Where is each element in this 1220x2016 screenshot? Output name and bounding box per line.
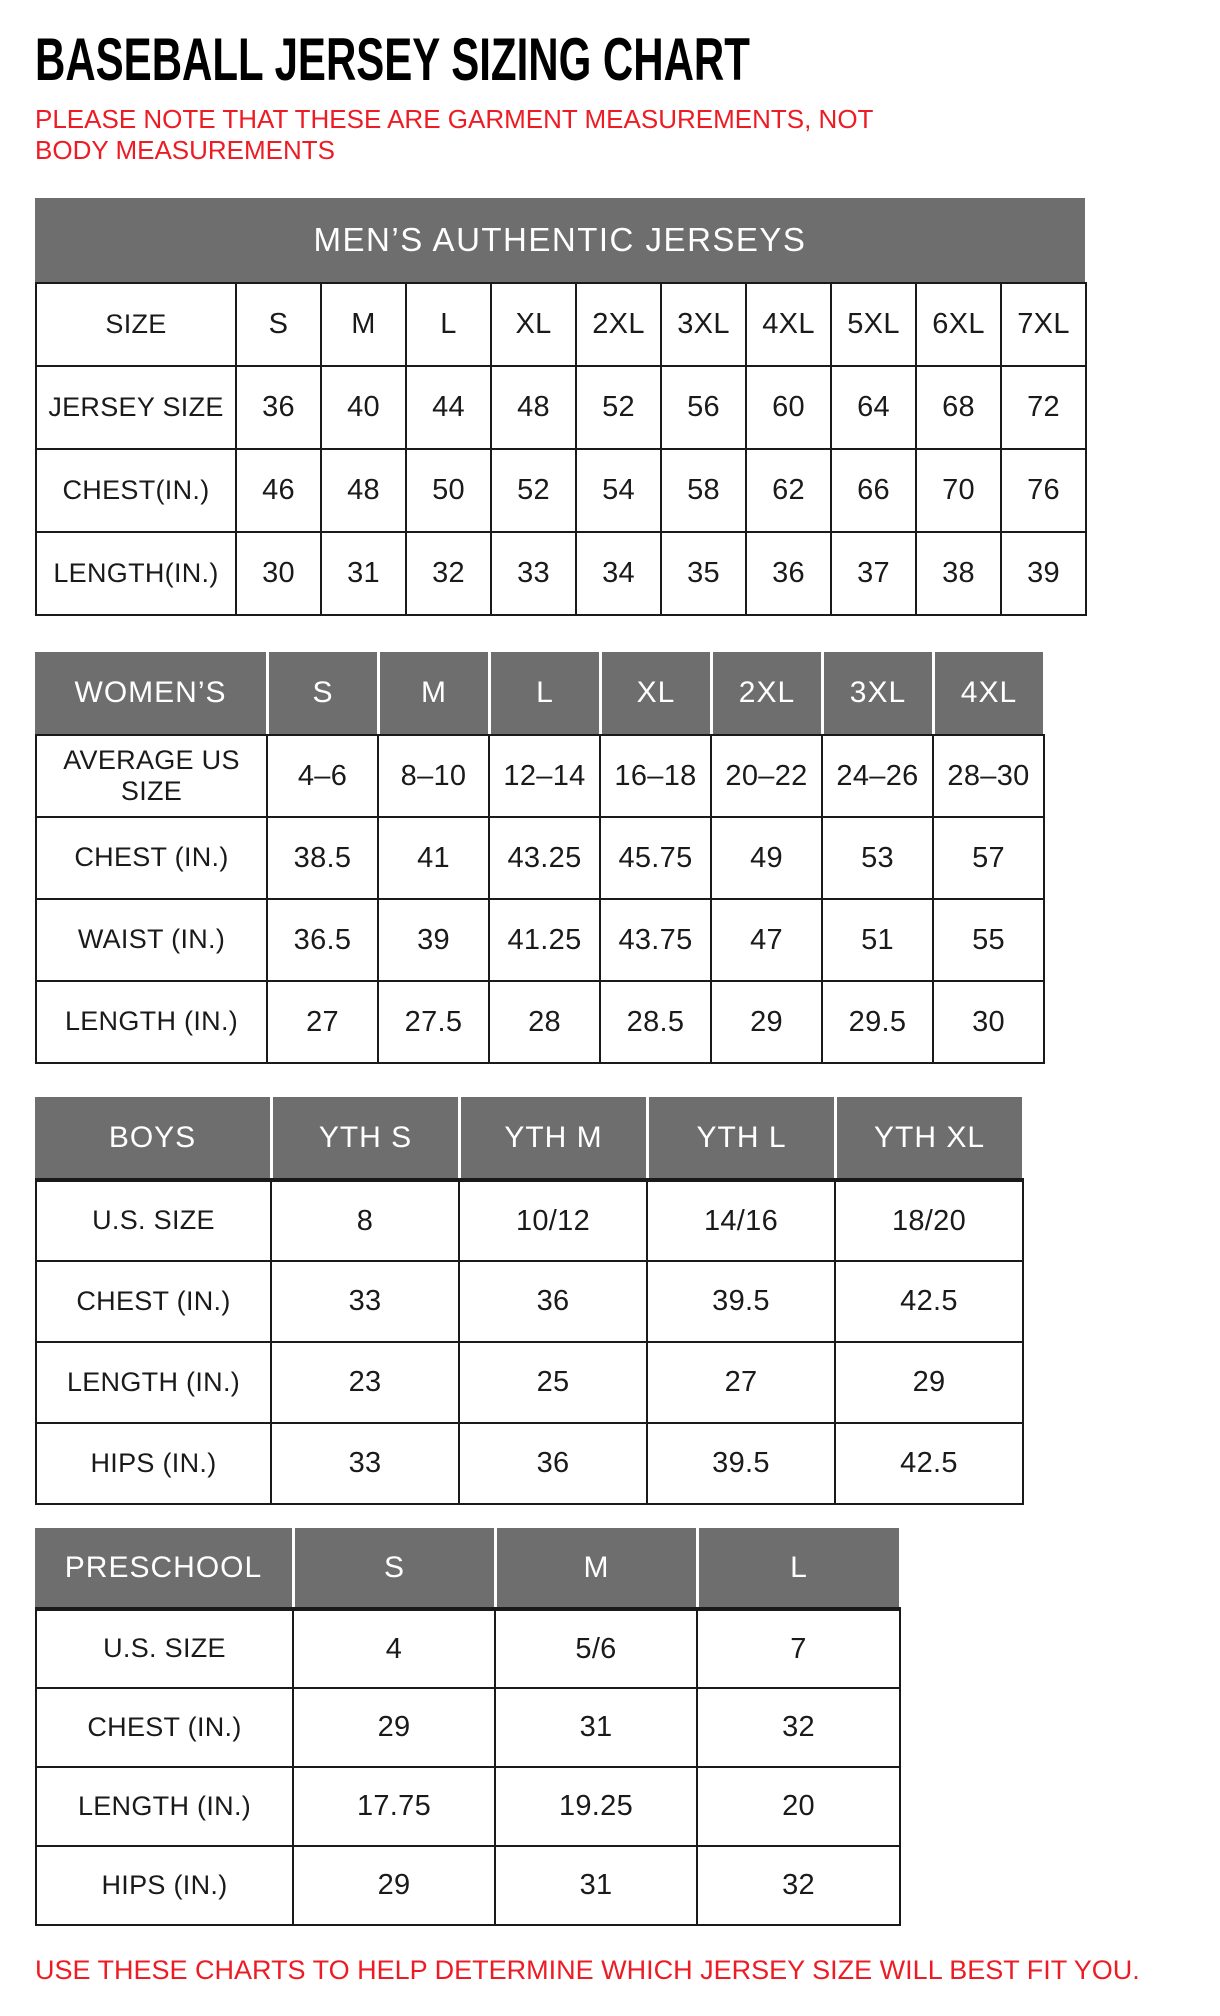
- value-cell: 37: [831, 532, 916, 615]
- value-cell: 48: [491, 366, 576, 449]
- womens-table-banner: [35, 652, 1043, 734]
- value-cell: 44: [406, 366, 491, 449]
- womens-banner-size-cell: 4XL: [932, 652, 1043, 734]
- title-wrap: [35, 28, 1220, 96]
- value-cell: 36: [459, 1423, 647, 1504]
- value-cell: 42.5: [835, 1423, 1023, 1504]
- value-cell: 66: [831, 449, 916, 532]
- value-cell: 57: [933, 817, 1044, 899]
- value-cell: 6XL: [916, 283, 1001, 366]
- value-cell: 29: [293, 1846, 495, 1925]
- table-row: [36, 817, 1044, 899]
- value-cell: 8–10: [378, 735, 489, 817]
- row-label-cell: JERSEY SIZE: [36, 366, 236, 449]
- value-cell: 48: [321, 449, 406, 532]
- table-row: [36, 1846, 900, 1925]
- value-cell: 28: [489, 981, 600, 1063]
- table-row: [36, 1688, 900, 1767]
- womens-banner-size-cell: S: [266, 652, 377, 734]
- value-cell: 39: [1001, 532, 1086, 615]
- value-cell: 54: [576, 449, 661, 532]
- value-cell: 4–6: [267, 735, 378, 817]
- value-cell: 32: [406, 532, 491, 615]
- value-cell: 12–14: [489, 735, 600, 817]
- boys-banner-size-cell: YTH M: [458, 1097, 646, 1178]
- womens-banner-size-cell: 3XL: [821, 652, 932, 734]
- value-cell: 36: [236, 366, 321, 449]
- preschool-sizing-table-section: [35, 1528, 1220, 1926]
- table-row: [36, 1767, 900, 1846]
- table-row: [36, 449, 1086, 532]
- value-cell: 20: [697, 1767, 900, 1846]
- womens-banner-size-cell: 2XL: [710, 652, 821, 734]
- value-cell: 30: [236, 532, 321, 615]
- value-cell: 45.75: [600, 817, 711, 899]
- value-cell: 43.25: [489, 817, 600, 899]
- row-label-cell: U.S. SIZE: [36, 1609, 293, 1688]
- value-cell: 30: [933, 981, 1044, 1063]
- value-cell: 23: [271, 1342, 459, 1423]
- boys-banner-size-cell: YTH S: [270, 1097, 458, 1178]
- table-row: [36, 735, 1044, 817]
- table-row: [36, 1180, 1023, 1261]
- value-cell: 32: [697, 1846, 900, 1925]
- value-cell: 7XL: [1001, 283, 1086, 366]
- row-label-cell: WAIST (IN.): [36, 899, 267, 981]
- mens-banner-title: MEN’S AUTHENTIC JERSEYS: [35, 198, 1085, 282]
- value-cell: 27: [647, 1342, 835, 1423]
- value-cell: 39.5: [647, 1261, 835, 1342]
- value-cell: 29: [711, 981, 822, 1063]
- mens-sizing-table-section: [35, 198, 1220, 616]
- table-row: [36, 1423, 1023, 1504]
- garment-measurement-note: PLEASE NOTE THAT THESE ARE GARMENT MEASUREMENTS, NOT BODY MEASUREMENTS: [35, 104, 873, 165]
- boys-table-banner: [35, 1097, 1022, 1178]
- row-label-cell: HIPS (IN.): [36, 1846, 293, 1925]
- value-cell: 31: [495, 1846, 697, 1925]
- value-cell: XL: [491, 283, 576, 366]
- row-label-cell: LENGTH (IN.): [36, 1767, 293, 1846]
- value-cell: 14/16: [647, 1180, 835, 1261]
- value-cell: 19.25: [495, 1767, 697, 1846]
- value-cell: 16–18: [600, 735, 711, 817]
- value-cell: 27.5: [378, 981, 489, 1063]
- table-row: [36, 1261, 1023, 1342]
- value-cell: 47: [711, 899, 822, 981]
- value-cell: 41: [378, 817, 489, 899]
- value-cell: 24–26: [822, 735, 933, 817]
- value-cell: 53: [822, 817, 933, 899]
- value-cell: L: [406, 283, 491, 366]
- value-cell: 52: [491, 449, 576, 532]
- value-cell: 27: [267, 981, 378, 1063]
- preschool-banner-label: PRESCHOOL: [35, 1528, 292, 1607]
- value-cell: 17.75: [293, 1767, 495, 1846]
- womens-banner-size-cell: XL: [599, 652, 710, 734]
- value-cell: 60: [746, 366, 831, 449]
- mens-table: [35, 282, 1087, 616]
- row-label-cell: HIPS (IN.): [36, 1423, 271, 1504]
- preschool-banner-size-cell: S: [292, 1528, 494, 1607]
- row-label-cell: LENGTH (IN.): [36, 981, 267, 1063]
- value-cell: 58: [661, 449, 746, 532]
- value-cell: 46: [236, 449, 321, 532]
- value-cell: 31: [321, 532, 406, 615]
- value-cell: 55: [933, 899, 1044, 981]
- row-label-cell: SIZE: [36, 283, 236, 366]
- row-label-cell: LENGTH(IN.): [36, 532, 236, 615]
- value-cell: 31: [495, 1688, 697, 1767]
- value-cell: 41.25: [489, 899, 600, 981]
- mens-table-banner: [35, 198, 1085, 282]
- preschool-banner-size-cell: L: [696, 1528, 899, 1607]
- value-cell: 5/6: [495, 1609, 697, 1688]
- row-label-cell: CHEST (IN.): [36, 817, 267, 899]
- table-row: [36, 1342, 1023, 1423]
- value-cell: 36.5: [267, 899, 378, 981]
- value-cell: 64: [831, 366, 916, 449]
- value-cell: 33: [271, 1261, 459, 1342]
- value-cell: 52: [576, 366, 661, 449]
- table-row: [36, 981, 1044, 1063]
- row-label-cell: CHEST (IN.): [36, 1688, 293, 1767]
- value-cell: 34: [576, 532, 661, 615]
- womens-banner-size-cell: L: [488, 652, 599, 734]
- value-cell: 62: [746, 449, 831, 532]
- value-cell: 29: [293, 1688, 495, 1767]
- value-cell: 39: [378, 899, 489, 981]
- value-cell: 29: [835, 1342, 1023, 1423]
- footer-note: USE THESE CHARTS TO HELP DETERMINE WHICH JERSEY SIZE WILL BEST FIT YOU.: [35, 1955, 1140, 1985]
- value-cell: 33: [271, 1423, 459, 1504]
- table-row: [36, 899, 1044, 981]
- table-row: [36, 532, 1086, 615]
- value-cell: 38.5: [267, 817, 378, 899]
- womens-sizing-table-section: [35, 652, 1220, 1064]
- value-cell: 18/20: [835, 1180, 1023, 1261]
- value-cell: 29.5: [822, 981, 933, 1063]
- value-cell: 36: [746, 532, 831, 615]
- value-cell: 2XL: [576, 283, 661, 366]
- value-cell: 36: [459, 1261, 647, 1342]
- value-cell: 56: [661, 366, 746, 449]
- value-cell: 40: [321, 366, 406, 449]
- value-cell: 39.5: [647, 1423, 835, 1504]
- value-cell: 7: [697, 1609, 900, 1688]
- table-row: [36, 283, 1086, 366]
- value-cell: 10/12: [459, 1180, 647, 1261]
- value-cell: 32: [697, 1688, 900, 1767]
- value-cell: 3XL: [661, 283, 746, 366]
- womens-table: [35, 734, 1045, 1064]
- boys-banner-size-cell: YTH L: [646, 1097, 834, 1178]
- value-cell: 51: [822, 899, 933, 981]
- row-label-cell: AVERAGE US SIZE: [36, 735, 267, 817]
- value-cell: 25: [459, 1342, 647, 1423]
- value-cell: 70: [916, 449, 1001, 532]
- boys-sizing-table-section: [35, 1097, 1220, 1505]
- value-cell: 72: [1001, 366, 1086, 449]
- page-title: BASEBALL JERSEY SIZING CHART: [35, 26, 750, 93]
- value-cell: 20–22: [711, 735, 822, 817]
- value-cell: 50: [406, 449, 491, 532]
- value-cell: S: [236, 283, 321, 366]
- row-label-cell: U.S. SIZE: [36, 1180, 271, 1261]
- row-label-cell: LENGTH (IN.): [36, 1342, 271, 1423]
- womens-banner-label: WOMEN’S: [35, 652, 266, 734]
- value-cell: 38: [916, 532, 1001, 615]
- row-label-cell: CHEST(IN.): [36, 449, 236, 532]
- table-row: [36, 366, 1086, 449]
- value-cell: 43.75: [600, 899, 711, 981]
- value-cell: 28–30: [933, 735, 1044, 817]
- value-cell: 8: [271, 1180, 459, 1261]
- value-cell: 68: [916, 366, 1001, 449]
- value-cell: 76: [1001, 449, 1086, 532]
- value-cell: 49: [711, 817, 822, 899]
- value-cell: 4: [293, 1609, 495, 1688]
- preschool-table: [35, 1607, 901, 1926]
- value-cell: 42.5: [835, 1261, 1023, 1342]
- value-cell: 35: [661, 532, 746, 615]
- value-cell: M: [321, 283, 406, 366]
- boys-banner-size-cell: YTH XL: [834, 1097, 1022, 1178]
- value-cell: 5XL: [831, 283, 916, 366]
- womens-banner-size-cell: M: [377, 652, 488, 734]
- value-cell: 33: [491, 532, 576, 615]
- table-row: [36, 1609, 900, 1688]
- value-cell: 28.5: [600, 981, 711, 1063]
- preschool-banner-size-cell: M: [494, 1528, 696, 1607]
- row-label-cell: CHEST (IN.): [36, 1261, 271, 1342]
- boys-table: [35, 1178, 1024, 1505]
- value-cell: 4XL: [746, 283, 831, 366]
- preschool-table-banner: [35, 1528, 899, 1607]
- boys-banner-label: BOYS: [35, 1097, 270, 1178]
